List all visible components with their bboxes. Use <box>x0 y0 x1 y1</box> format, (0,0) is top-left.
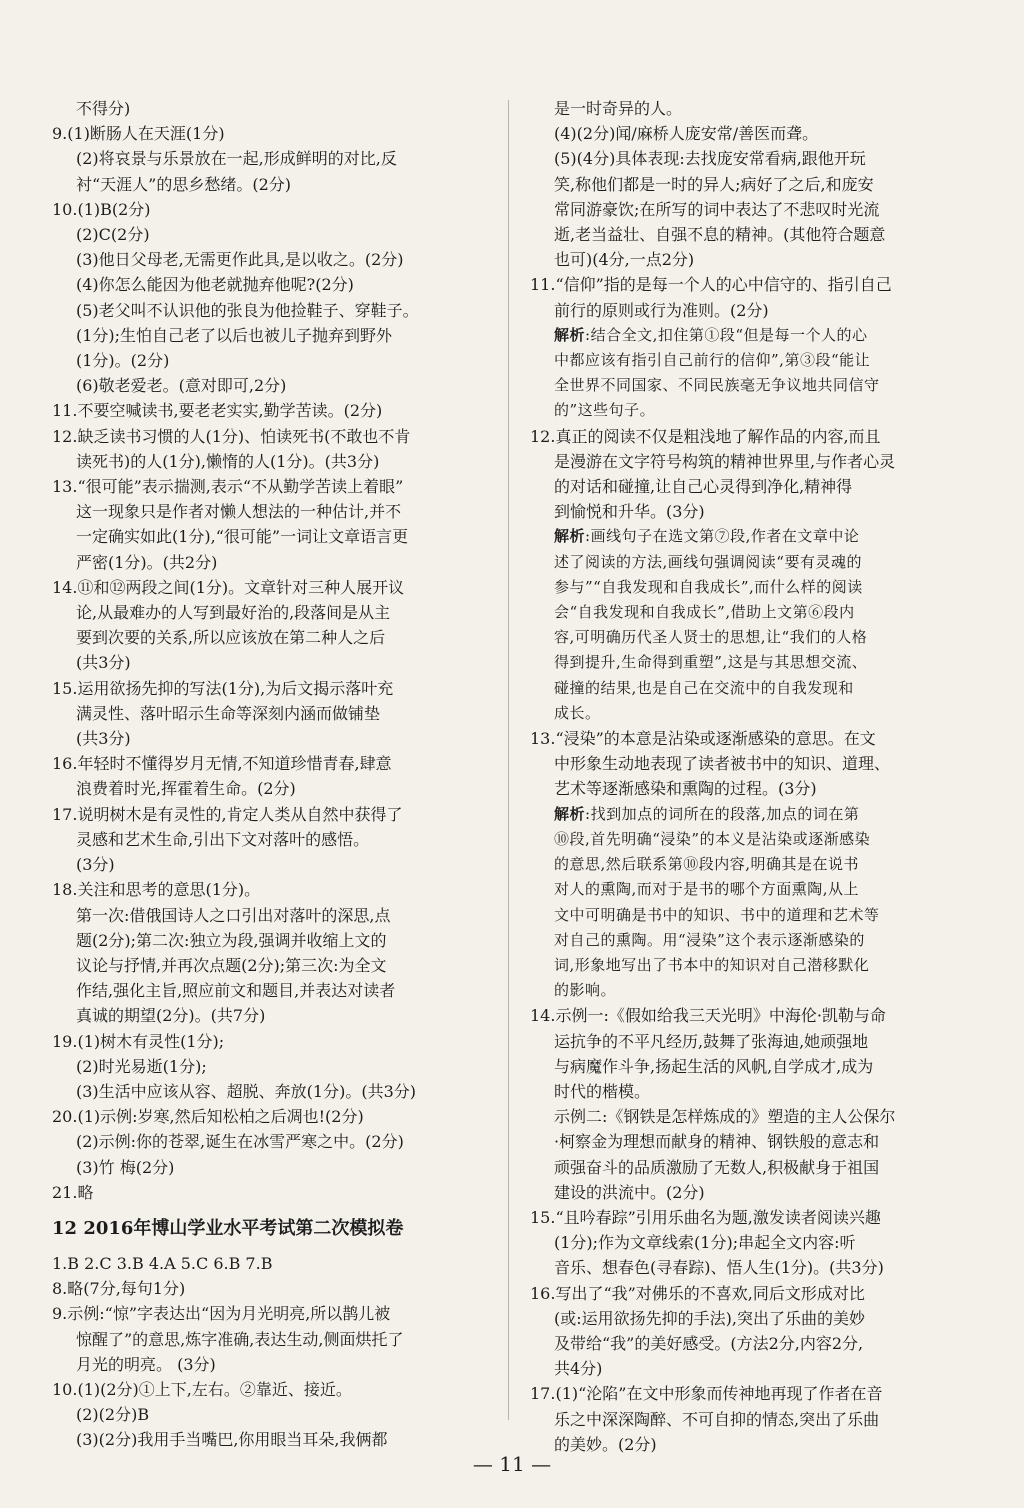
text-line: 题(2分);第二次:独立为段,强调并收缩上文的 <box>76 930 387 950</box>
analysis-label: 解析 <box>554 804 586 823</box>
text-line: (3)生活中应该从容、超脱、奔放(1分)。(共3分) <box>76 1081 416 1101</box>
text-line: 对人的熏陶,而对于是书的哪个方面熏陶,从上 <box>554 880 860 899</box>
text-line: 15.运用欲扬先抑的写法(1分),为后文揭示落叶充 <box>52 678 394 698</box>
text-line: 笑,称他们都是一时的异人;病好了之后,和庞安 <box>554 174 874 194</box>
page-number: — 11 — <box>472 1452 552 1476</box>
text-line: 16.年轻时不懂得岁月无情,不知道珍惜青春,肆意 <box>52 754 392 774</box>
left-column-answers <box>52 96 492 1205</box>
text-line: 参与”“自我发现和自我成长”,而什么样的阅读 <box>554 577 863 596</box>
analysis-label: 解析 <box>554 325 586 344</box>
text-line: (5)老父叫不认识他的张良为他捡鞋子、穿鞋子。 <box>76 300 419 320</box>
text-line: 文中可明确是书中的知识、书中的道理和艺术等 <box>554 905 880 924</box>
text-line: 一定确实如此(1分),“很可能”一词让文章语言更 <box>76 527 409 547</box>
left-column-section-answers <box>52 1251 492 1453</box>
text-line: 作结,强化主旨,照应前文和题目,并表达对读者 <box>76 981 396 1001</box>
text-line: 的美妙。(2分) <box>554 1434 657 1454</box>
text-line: 与病魔作斗争,扬起生活的风帆,自学成才,成为 <box>554 1056 874 1076</box>
text-line: 衬“天涯人”的思乡愁绪。(2分) <box>76 174 292 194</box>
text-line: (3)竹 梅(2分) <box>76 1157 175 1177</box>
text-line: 读死书)的人(1分),懒惰的人(1分)。(共3分) <box>76 451 380 471</box>
text-line: 21.略 <box>52 1182 94 1202</box>
text-line: 成长。 <box>554 703 601 722</box>
text-line: 论,从最难办的人写到最好治的,段落间是从主 <box>76 603 391 623</box>
text-line: (3)(2分)我用手当嘴巴,你用眼当耳朵,我俩都 <box>76 1430 388 1450</box>
text-line: 9.(1)断肠人在天涯(1分) <box>52 124 225 144</box>
text-line: 惊醒了”的意思,炼字准确,表达生动,侧面烘托了 <box>76 1329 404 1349</box>
text-line: (共3分) <box>76 729 131 749</box>
text-line: (2)C(2分) <box>76 225 150 245</box>
text-line: 要到次要的关系,所以应该放在第二种人之后 <box>76 628 386 648</box>
text-line: 解析:结合全文,扣住第①段“但是每一个人的心 <box>554 325 868 344</box>
text-line: 1.B 2.C 3.B 4.A 5.C 6.B 7.B <box>52 1253 273 1273</box>
text-line: 14.示例一:《假如给我三天光明》中海伦·凯勒与命 <box>530 1006 886 1026</box>
text-line: 18.关注和思考的意思(1分)。 <box>52 880 261 900</box>
text-line: 19.(1)树木有灵性(1分); <box>52 1031 225 1051</box>
text-line: 11.“信仰”指的是每一个人的心中信守的、指引自己 <box>530 275 892 295</box>
text-line: 的影响。 <box>554 981 617 1000</box>
text-line: 17.说明树木是有灵性的,肯定人类从自然中获得了 <box>52 804 403 824</box>
text-line: 月光的明亮。 (3分) <box>76 1354 216 1374</box>
text-line: (共3分) <box>76 653 131 673</box>
text-line: 中形象生动地表现了读者被书中的知识、道理、 <box>554 754 891 774</box>
text-line: 14.⑪和⑫两段之间(1分)。文章针对三种人展开议 <box>52 577 405 597</box>
analysis-label: 解析 <box>554 527 586 546</box>
text-line: 浪费着时光,挥霍着生命。(2分) <box>76 779 296 799</box>
text-line: 8.略(7分,每句1分) <box>52 1279 186 1299</box>
text-line: 13.“浸染”的本意是沾染或逐渐感染的意思。在文 <box>530 729 876 749</box>
column-divider <box>508 100 509 1420</box>
text-line: 不得分) <box>76 99 131 118</box>
right-column <box>530 96 976 1457</box>
text-line: 12.真正的阅读不仅是粗浅地了解作品的内容,而且 <box>530 426 881 446</box>
text-line: 9.示例:“惊”字表达出“因为月光明亮,所以鹊儿被 <box>52 1304 391 1324</box>
text-line: 得到提升,生命得到重塑”,这是与其思想交流、 <box>554 653 868 672</box>
text-line: 满灵性、落叶昭示生命等深刻内涵而做铺垫 <box>76 703 381 723</box>
text-line: 音乐、想春色(寻春踪)、悟人生(1分)。(共3分) <box>554 1258 884 1278</box>
left-column <box>52 96 492 1453</box>
text-line: 共4分) <box>554 1359 603 1379</box>
text-line: 到愉悦和升华。(3分) <box>554 502 705 522</box>
text-line: (1分)。(2分) <box>76 351 170 371</box>
text-line: (2)将哀景与乐景放在一起,形成鲜明的对比,反 <box>76 149 397 169</box>
text-line: (1分);作为文章线索(1分);串起全文内容:听 <box>554 1233 856 1253</box>
text-line: 第一次:借俄国诗人之口引出对落叶的深思,点 <box>76 905 391 925</box>
text-line: 10.(1)(2分)①上下,左右。②靠近、接近。 <box>52 1379 352 1399</box>
text-line: ·柯察金为理想而献身的精神、钢铁般的意志和 <box>554 1132 880 1152</box>
text-line: (4)(2分)闻/麻桥人庞安常/善医而聋。 <box>554 124 819 144</box>
text-line: 的对话和碰撞,让自己心灵得到净化,精神得 <box>554 477 853 497</box>
text-line: 会“自我发现和自我成长”,借助上文第⑥段内 <box>554 603 855 622</box>
text-line: 是漫游在文字符号构筑的精神世界里,与作者心灵 <box>554 451 896 471</box>
text-line: 碰撞的结果,也是自己在交流中的自我发现和 <box>554 678 854 697</box>
text-line: 的意思,然后联系第⑩段内容,明确其是在说书 <box>554 855 860 874</box>
text-line: 运抗争的不平凡经历,鼓舞了张海迪,她顽强地 <box>554 1031 869 1051</box>
right-column-answers <box>530 96 976 1457</box>
text-line: 乐之中深深陶醉、不可自抑的情态,突出了乐曲 <box>554 1409 880 1429</box>
text-line: 解析:画线句子在选文第⑦段,作者在文章中论 <box>554 527 860 546</box>
text-line: 中都应该有指引自己前行的信仰”,第③段“能让 <box>554 351 871 370</box>
text-line: (3分) <box>76 855 115 875</box>
text-line: 时代的楷模。 <box>554 1081 651 1101</box>
text-line: 的”这些句子。 <box>554 401 656 420</box>
text-line: 这一现象只是作者对懒人想法的一种估计,并不 <box>76 502 402 522</box>
section-title: 12 2016年博山学业水平考试第二次模拟卷 <box>52 1217 404 1239</box>
text-line: 容,可明确历代圣人贤士的思想,让“我们的人格 <box>554 628 868 647</box>
text-line: 16.写出了“我”对佛乐的不喜欢,同后文形成对比 <box>530 1283 865 1303</box>
text-line: 建设的洪流中。(2分) <box>554 1182 705 1202</box>
text-line: 真诚的期望(2分)。(共7分) <box>76 1006 266 1026</box>
text-line: (4)你怎么能因为他老就抛弃他呢?(2分) <box>76 275 354 295</box>
text-line: 常同游豪饮;在所写的词中表达了不悲叹时光流 <box>554 199 880 219</box>
text-line: (5)(4分)具体表现:去找庞安常看病,跟他开玩 <box>554 149 866 169</box>
text-line: (3)他日父母老,无需更作此具,是以收之。(2分) <box>76 250 404 270</box>
text-line: 对自己的熏陶。用“浸染”这个表示逐渐感染的 <box>554 930 865 949</box>
text-line: 艺术等逐渐感染和熏陶的过程。(3分) <box>554 779 817 799</box>
text-line: 灵感和艺术生命,引出下文对落叶的感悟。 <box>76 829 370 849</box>
text-line: (1分);生怕自己老了以后也被儿子抛弃到野外 <box>76 325 393 345</box>
text-line: 前行的原则或行为准则。(2分) <box>554 300 769 320</box>
text-line: 示例二:《钢铁是怎样炼成的》塑造的主人公保尔 <box>554 1107 896 1127</box>
text-line: (2)(2分)B <box>76 1405 150 1425</box>
text-line: 12.缺乏读书习惯的人(1分)、怕读死书(不敢也不肯 <box>52 426 411 446</box>
text-line: 解析:找到加点的词所在的段落,加点的词在第 <box>554 804 860 823</box>
text-line: 及带给“我”的美好感受。(方法2分,内容2分, <box>554 1333 864 1353</box>
text-line: (2)示例:你的苍翠,诞生在冰雪严寒之中。(2分) <box>76 1132 404 1152</box>
text-line: (2)时光易逝(1分); <box>76 1056 207 1076</box>
text-line: (或:运用欲扬先抑的手法),突出了乐曲的美妙 <box>554 1308 865 1328</box>
text-line: 顽强奋斗的品质激励了无数人,积极献身于祖国 <box>554 1157 880 1177</box>
text-line: ⑩段,首先明确“浸染”的本义是沾染或逐渐感染 <box>554 829 871 848</box>
text-line: 是一时奇异的人。 <box>554 99 683 118</box>
text-line: 11.不要空喊读书,要老老实实,勤学苦读。(2分) <box>52 401 383 421</box>
text-line: 10.(1)B(2分) <box>52 199 151 219</box>
text-line: 13.“很可能”表示揣测,表示“不从勤学苦读上着眼” <box>52 477 404 497</box>
text-line: 逝,老当益壮、自强不息的精神。(其他符合题意 <box>554 225 886 245</box>
text-line: 全世界不同国家、不同民族毫无争议地共同信守 <box>554 376 880 395</box>
text-line: 15.“且吟春踪”引用乐曲名为题,激发读者阅读兴趣 <box>530 1207 881 1227</box>
text-line: 17.(1)“沦陷”在文中形象而传神地再现了作者在音 <box>530 1384 883 1404</box>
text-line: 也可)(4分,一点2分) <box>554 250 695 270</box>
text-line: 严密(1分)。(共2分) <box>76 552 218 572</box>
text-line: (6)敬老爱老。(意对即可,2分) <box>76 376 287 396</box>
text-line: 词,形象地写出了书本中的知识对自己潜移默化 <box>554 955 870 974</box>
text-line: 议论与抒情,并再次点题(2分);第三次:为全文 <box>76 955 387 975</box>
text-line: 20.(1)示例:岁寒,然后知松柏之后凋也!(2分) <box>52 1107 364 1127</box>
text-line: 述了阅读的方法,画线句强调阅读“要有灵魂的 <box>554 552 862 571</box>
